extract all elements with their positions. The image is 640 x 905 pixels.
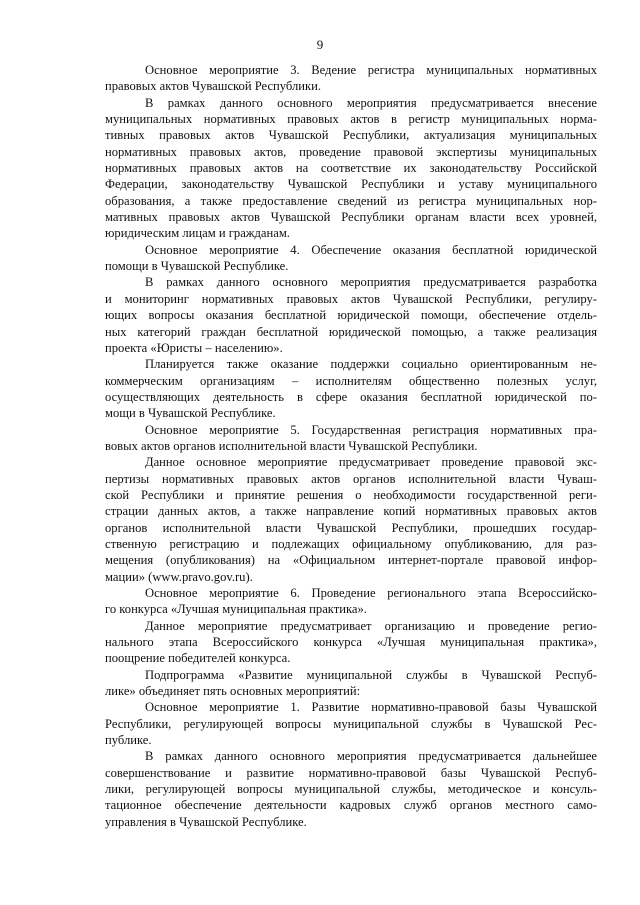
paragraph-line: совершенствование и развитие нормативно-правовой базы Чувашской Респуб- — [105, 765, 597, 780]
paragraph — [105, 585, 597, 618]
paragraph-line: публике. — [105, 733, 152, 748]
paragraph-line: В рамках данного основного мероприятия предусматривается внесение — [145, 95, 597, 110]
paragraph — [105, 274, 597, 356]
paragraph-line: осуществляющих деятельность в сфере оказания бесплатной юридической по- — [105, 389, 597, 404]
paragraph-line: ющих вопросы оказания бесплатной юридической помощи, обеспечение отдель- — [105, 308, 597, 323]
page-number: 9 — [316, 37, 324, 52]
paragraph-line: юридическим лицам и гражданам. — [105, 226, 290, 241]
paragraph-line: мации» (www.pravo.gov.ru). — [105, 569, 253, 584]
paragraph — [105, 356, 597, 421]
paragraph-line: ственную регистрацию и подлежащих официальному опубликованию, для раз- — [105, 536, 597, 551]
paragraph — [105, 422, 597, 455]
paragraph-line: В рамках данного основного мероприятия предусматривается дальнейшее — [145, 749, 597, 764]
paragraph-line: вовых актов органов исполнительной власти Чувашской Республики. — [105, 438, 478, 453]
paragraph-line: мещения (опубликования) на «Официальном интернет-портале правовой инфор- — [105, 553, 597, 568]
paragraph-line: ской Республики и принятие решения о необходимости государственной реги- — [105, 487, 597, 502]
paragraph-line: Данное мероприятие предусматривает организацию и проведение регио- — [145, 618, 597, 633]
paragraph-line: пертизы нормативных правовых актов органов исполнительной власти Чуваш- — [105, 471, 597, 486]
paragraph-line: муниципальных нормативных правовых актов в регистр муниципальных норма- — [105, 112, 597, 127]
paragraph-line: органов исполнительной власти Чувашской Республики, прошедших государ- — [105, 520, 597, 535]
paragraph-line: и мониторинг нормативных правовых актов Чувашской Республики, регулиру- — [105, 291, 597, 306]
paragraph — [105, 618, 597, 667]
paragraph-line: управления в Чувашской Республике. — [105, 814, 307, 829]
paragraph — [105, 95, 597, 242]
paragraph-line: правовых актов Чувашской Республики. — [105, 79, 322, 94]
paragraph-line: страции данных актов, а также направление копий нормативных правовых актов — [105, 504, 597, 519]
paragraph-line: Подпрограмма «Развитие муниципальной службы в Чувашской Респуб- — [145, 667, 597, 682]
paragraph-line: Данное основное мероприятие предусматривает проведение правовой экс- — [145, 455, 597, 470]
paragraph-line: В рамках данного основного мероприятия предусматривается разработка — [145, 275, 597, 290]
paragraph-line: нального этапа Всероссийского конкурса «Лучшая муниципальная практика», — [105, 635, 597, 650]
paragraph-line: Федерации, законодательству Чувашской Республики и уставу муниципального — [105, 177, 597, 192]
paragraph-line: мощи в Чувашской Республике. — [105, 406, 276, 421]
paragraph-line: Основное мероприятие 6. Проведение регионального этапа Всероссийско- — [145, 586, 597, 600]
paragraph — [105, 699, 597, 748]
paragraph-line: нормативных правовых актов, проведение правовой экспертизы муниципальных — [105, 144, 597, 159]
paragraph-line: го конкурса «Лучшая муниципальная практика». — [105, 602, 367, 617]
document-body — [105, 62, 597, 830]
paragraph-line: образования, а также предоставление сведений из регистра муниципальных нор- — [105, 193, 597, 208]
paragraph-line: Республики, регулирующей вопросы муниципальной службы в Чувашской Рес- — [105, 716, 597, 731]
paragraph — [105, 748, 597, 830]
paragraph — [105, 454, 597, 585]
paragraph-line: Основное мероприятие 3. Ведение регистра муниципальных нормативных — [145, 63, 597, 77]
paragraph-line: лике» объединяет пять основных мероприятий: — [105, 684, 361, 699]
paragraph-line: поощрение победителей конкурса. — [105, 651, 291, 666]
paragraph-line: тационное обеспечение деятельности кадровых служб органов местного само- — [105, 798, 597, 813]
paragraph — [105, 62, 597, 95]
paragraph-line: коммерческим организациям – исполнителям общественно полезных услуг, — [105, 373, 597, 388]
paragraph-line: Основное мероприятие 5. Государственная регистрация нормативных пра- — [145, 422, 597, 437]
paragraph-line: помощи в Чувашской Республике. — [105, 259, 289, 274]
paragraph-line: проекта «Юристы – населению». — [105, 340, 283, 355]
paragraph-line: тивных правовых актов Чувашской Республики, актуализация муниципальных — [105, 128, 597, 143]
paragraph-line: Основное мероприятие 4. Обеспечение оказания бесплатной юридической — [145, 242, 597, 257]
paragraph-line: лики, регулирующей вопросы муниципальной службы, методическое и консуль- — [105, 782, 597, 797]
paragraph — [105, 242, 597, 275]
paragraph-line: ных категорий граждан бесплатной юридической помощью, а также реализация — [105, 324, 597, 339]
paragraph-line: нормативных правовых актов на соответствие их законодательству Российской — [105, 161, 597, 176]
paragraph-line: Планируется также оказание поддержки социально ориентированным не- — [145, 357, 597, 372]
paragraph-line: Основное мероприятие 1. Развитие нормативно-правовой базы Чувашской — [145, 700, 597, 715]
paragraph — [105, 667, 597, 700]
paragraph-line: мативных правовых актов Чувашской Республики органам власти всех уровней, — [105, 210, 597, 225]
